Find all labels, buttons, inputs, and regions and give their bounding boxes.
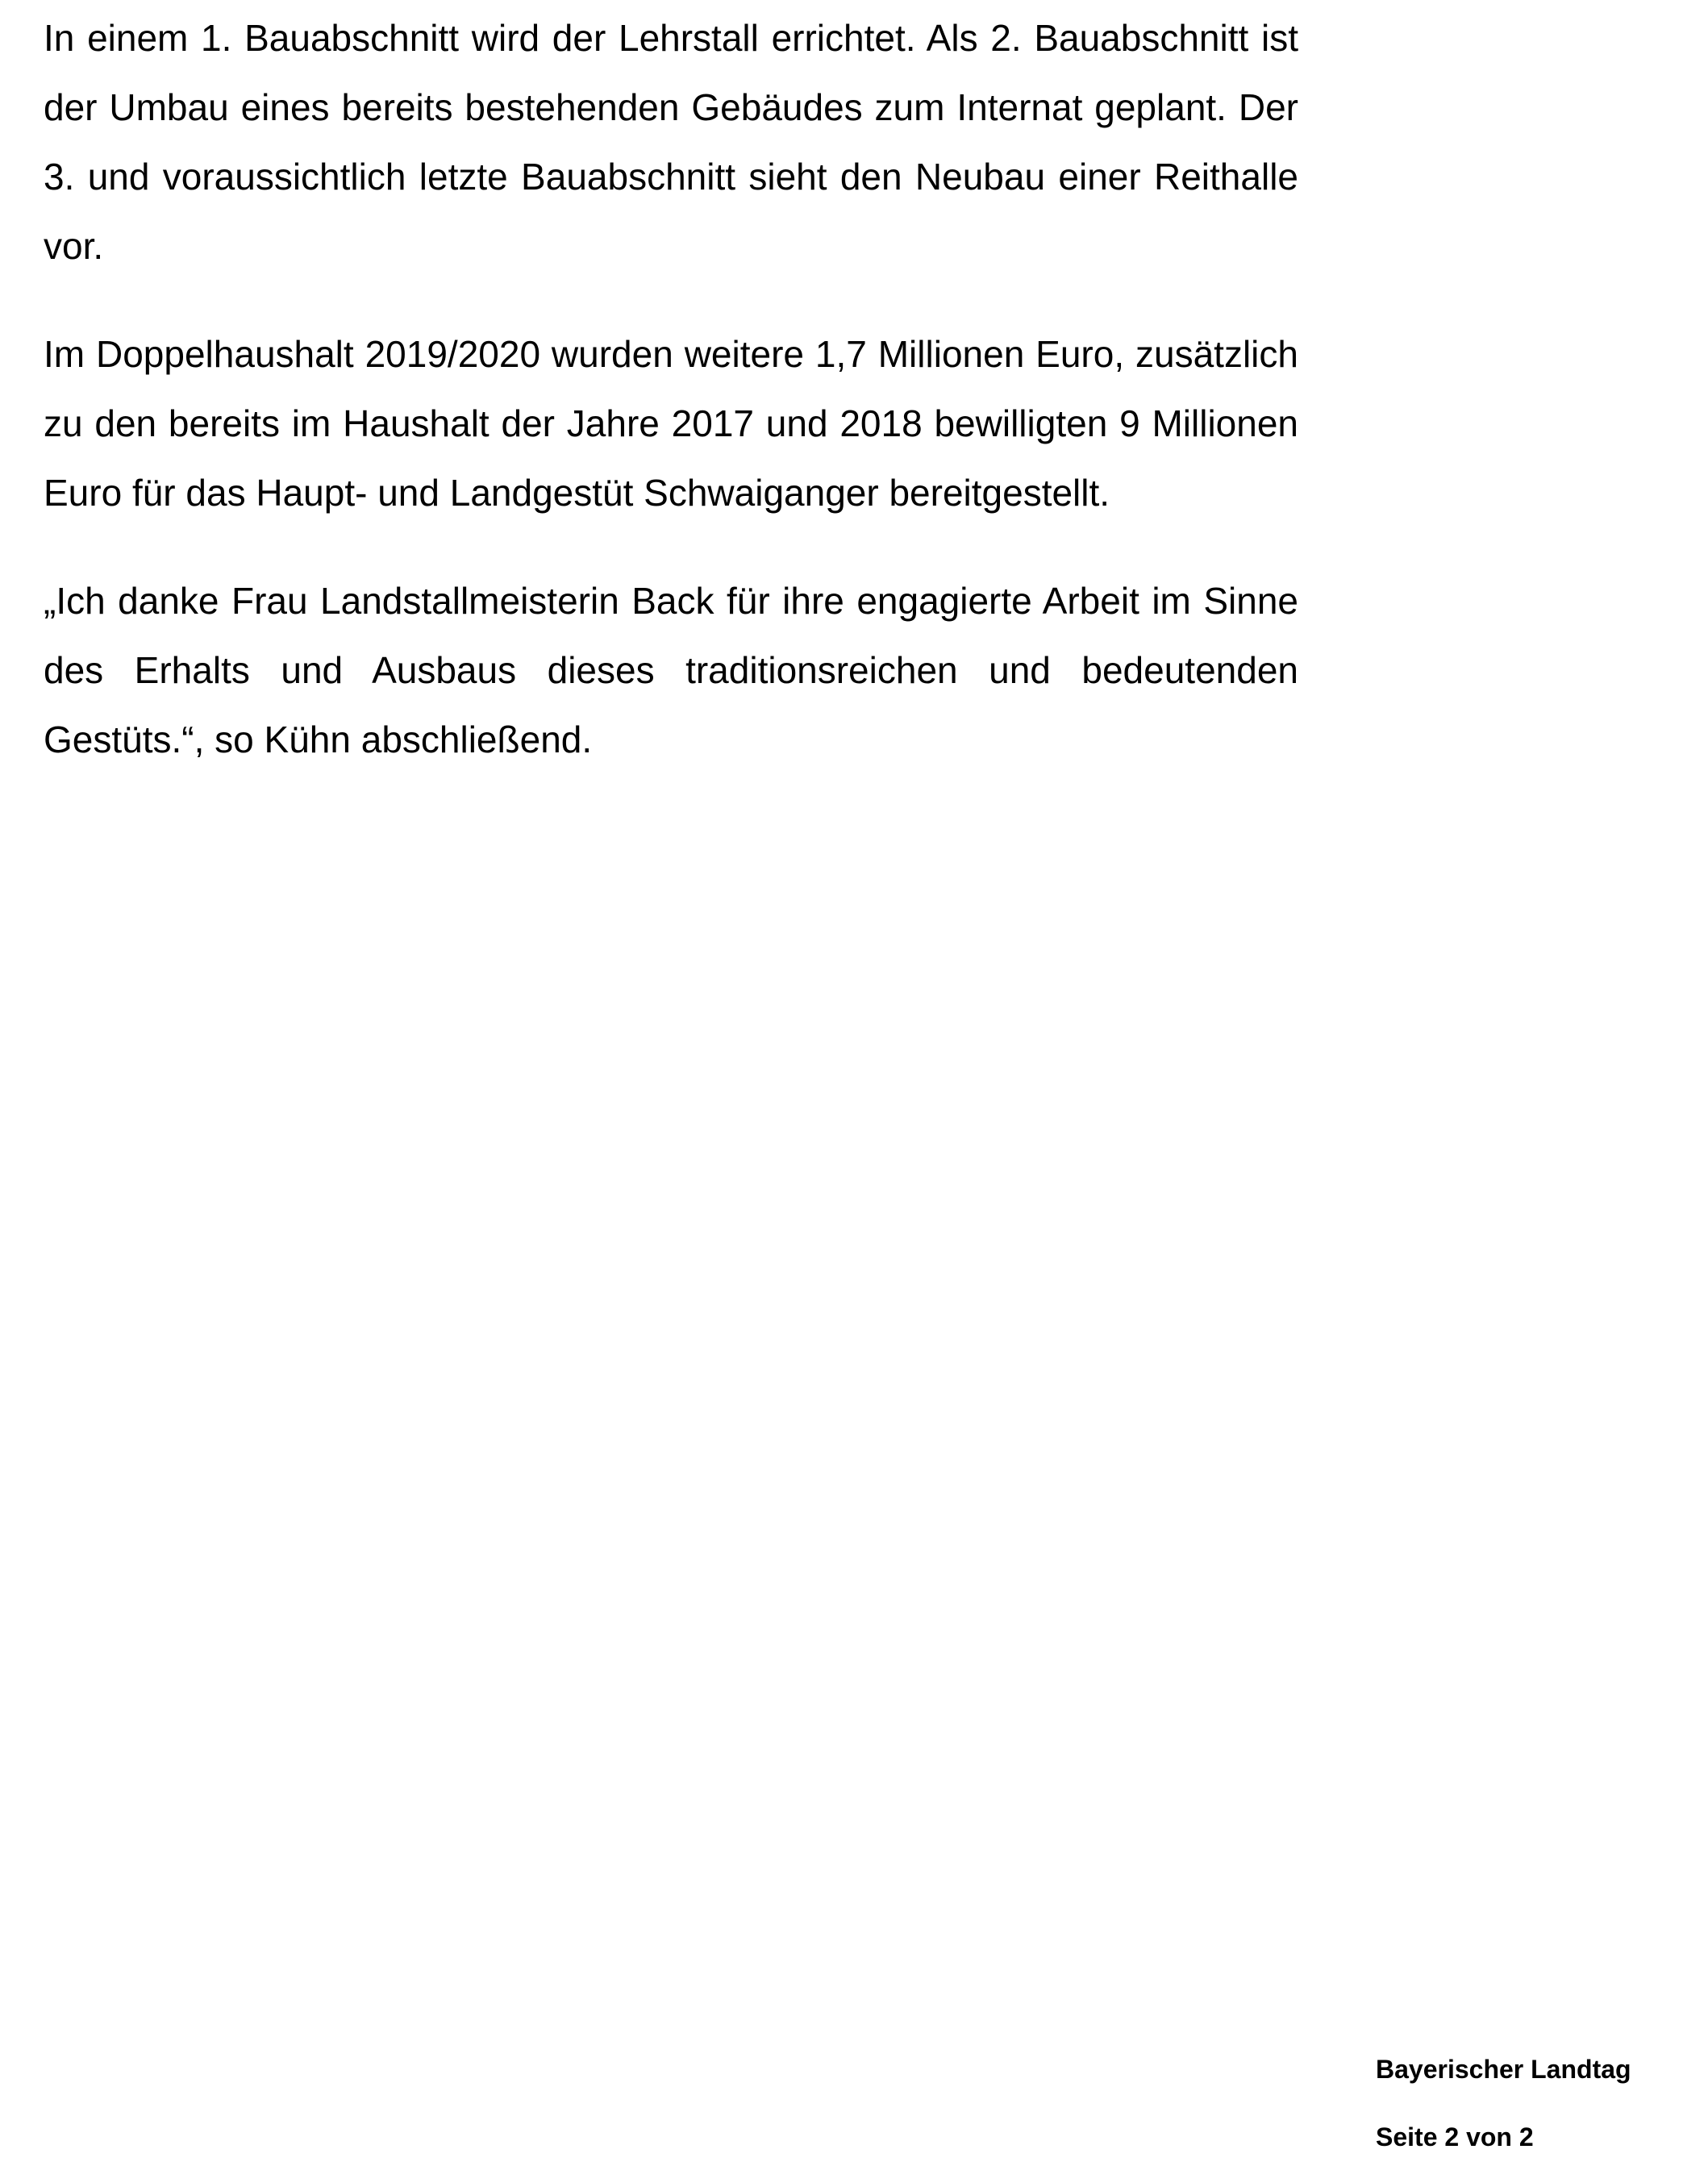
paragraph-quote: „Ich danke Frau Landstallmeisterin Back für ihre engagierte Arbeit im Sinne des Erhalts und Ausbaus dieses traditionsreichen und bedeutenden Gestüts.“, so Kühn abschließend. (44, 580, 1298, 760)
footer-page-number: Seite 2 von 2 (1376, 2122, 1534, 2151)
paragraph-budget: Im Doppelhaushalt 2019/2020 wurden weitere 1,7 Millionen Euro, zusätzlich zu den bereits im Haushalt der Jahre 2017 und 2018 bewilligten 9 Millionen Euro für das Haupt- und Landgestüt Schwaiganger bereitgestellt. (44, 333, 1298, 514)
document-body (44, 3, 1298, 774)
footer-organization: Bayerischer Landtag (1376, 2055, 1631, 2084)
paragraph-construction-phases: In einem 1. Bauabschnitt wird der Lehrstall errichtet. Als 2. Bauabschnitt ist der Umbau eines bereits bestehenden Gebäudes zum Internat geplant. Der 3. und voraussichtlich letzte Bauabschnitt sieht den Neubau einer Reithalle vor. (44, 17, 1298, 267)
page-footer (1376, 2053, 1698, 2153)
